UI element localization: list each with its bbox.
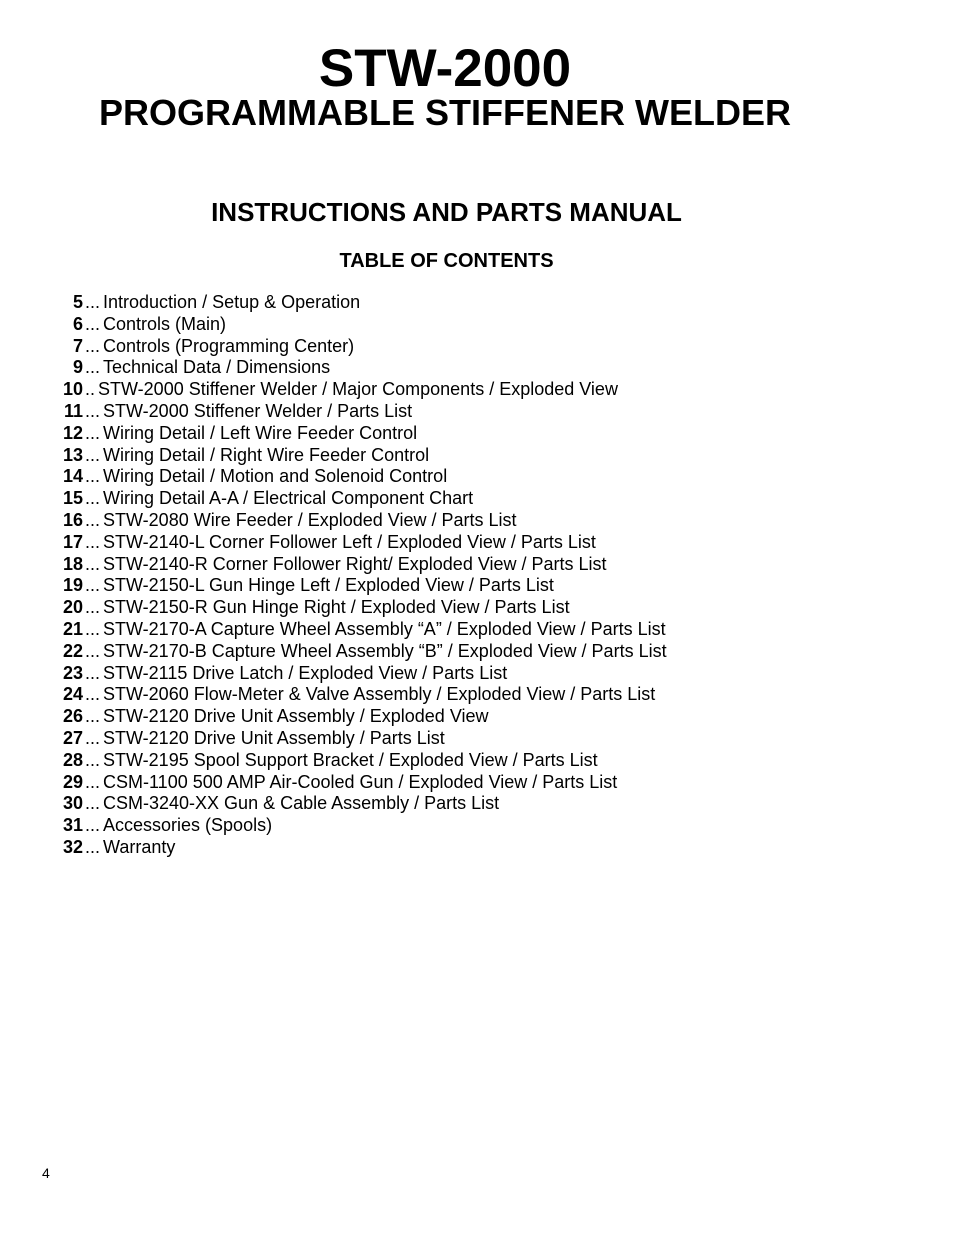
toc-entry-title: STW-2000 Stiffener Welder / Major Components / Exploded View	[98, 379, 618, 400]
toc-entry-leader-dots: ...	[85, 793, 101, 814]
toc-entry[interactable]	[40, 510, 900, 532]
toc-entry-title: STW-2000 Stiffener Welder / Parts List	[103, 400, 413, 421]
toc-entry-leader-dots: ...	[85, 706, 101, 727]
toc-entry-page-number: 30	[62, 793, 83, 814]
toc-entry-page-number: 27	[62, 727, 83, 748]
toc-entry[interactable]	[40, 488, 900, 510]
toc-entry-title: Technical Data / Dimensions	[103, 357, 331, 378]
product-name-title: PROGRAMMABLE STIFFENER WELDER	[99, 92, 791, 133]
model-title: STW-2000	[318, 39, 572, 98]
toc-entry-leader-dots: ...	[85, 466, 101, 487]
toc-entry-page-number: 26	[62, 706, 83, 727]
toc-entry[interactable]	[40, 554, 900, 576]
toc-entry-leader-dots: ...	[85, 771, 101, 792]
toc-entry-title: STW-2060 Flow-Meter & Valve Assembly / Exploded View / Parts List	[103, 684, 656, 705]
toc-entry-leader-dots: ...	[85, 727, 101, 748]
toc-entry[interactable]	[40, 314, 900, 336]
toc-entry[interactable]	[40, 793, 900, 815]
toc-entry-page-number: 13	[62, 444, 83, 465]
toc-entry-title: STW-2120 Drive Unit Assembly / Parts List	[103, 727, 445, 748]
toc-entry[interactable]	[40, 706, 900, 728]
toc-entry-leader-dots: ...	[85, 597, 101, 618]
toc-entry-title: Wiring Detail / Left Wire Feeder Control	[103, 422, 418, 443]
toc-entry-leader-dots: ...	[85, 488, 101, 509]
toc-entry-page-number: 19	[62, 575, 83, 596]
toc-entry-title: Wiring Detail A-A / Electrical Component Chart	[103, 488, 474, 509]
toc-entry-page-number: 20	[62, 597, 83, 618]
toc-entry[interactable]	[40, 357, 900, 379]
toc-entry-title: Wiring Detail / Motion and Solenoid Control	[103, 466, 448, 487]
toc-entry-title: STW-2195 Spool Support Bracket / Exploded View / Parts List	[103, 749, 598, 770]
toc-entry[interactable]	[40, 641, 900, 663]
toc-entry[interactable]	[40, 445, 900, 467]
toc-entry-page-number: 31	[62, 815, 83, 836]
toc-entry-title: CSM-3240-XX Gun & Cable Assembly / Parts List	[103, 793, 500, 814]
toc-entry-title: STW-2080 Wire Feeder / Exploded View / Parts List	[103, 509, 517, 530]
toc-entry[interactable]	[40, 423, 900, 445]
toc-entry-title: STW-2140-L Corner Follower Left / Exploded View / Parts List	[103, 531, 596, 552]
toc-entry-page-number: 10	[62, 379, 83, 400]
page-number: 4	[42, 1165, 50, 1181]
toc-entry[interactable]	[40, 815, 900, 837]
toc-entry[interactable]	[40, 401, 900, 423]
toc-entry-leader-dots: ...	[85, 640, 101, 661]
toc-entry-page-number: 12	[62, 422, 83, 443]
toc-entry-leader-dots: ...	[85, 444, 101, 465]
toc-entry[interactable]	[40, 619, 900, 641]
toc-entry-title: STW-2115 Drive Latch / Exploded View / Parts List	[103, 662, 508, 683]
toc-entry-page-number: 24	[62, 684, 83, 705]
toc-entry[interactable]	[40, 684, 900, 706]
toc-entry-page-number: 28	[62, 749, 83, 770]
toc-entry-leader-dots: ..	[85, 379, 96, 400]
manual-title: INSTRUCTIONS AND PARTS MANUAL	[211, 197, 682, 227]
toc-entry-page-number: 32	[62, 836, 83, 857]
toc-entry-page-number: 11	[63, 400, 83, 421]
toc-entry-title: STW-2170-B Capture Wheel Assembly “B” / Exploded View / Parts List	[103, 640, 667, 661]
toc-entry-leader-dots: ...	[85, 357, 101, 378]
toc-entry-leader-dots: ...	[85, 509, 101, 530]
toc-entry-page-number: 29	[62, 771, 83, 792]
toc-entry-title: Controls (Main)	[103, 313, 227, 334]
toc-entry-leader-dots: ...	[85, 422, 101, 443]
toc-entry-leader-dots: ...	[85, 313, 101, 334]
toc-heading: TABLE OF CONTENTS	[339, 250, 554, 272]
toc-entry-leader-dots: ...	[85, 618, 101, 639]
toc-entry-title: Controls (Programming Center)	[103, 335, 355, 356]
toc-entry-leader-dots: ...	[85, 815, 101, 836]
toc-entry-page-number: 16	[62, 509, 83, 530]
toc-entry[interactable]	[40, 292, 900, 314]
toc-entry-title: STW-2150-R Gun Hinge Right / Exploded View / Parts List	[103, 597, 570, 618]
toc-entry-leader-dots: ...	[85, 531, 101, 552]
toc-entry-page-number: 17	[62, 531, 83, 552]
toc-entry-page-number: 7	[72, 335, 83, 356]
toc-entry-page-number: 5	[72, 292, 83, 312]
toc-entry-page-number: 14	[62, 466, 83, 487]
toc-entry[interactable]	[40, 532, 900, 554]
toc-entry-leader-dots: ...	[85, 684, 101, 705]
toc-entry[interactable]	[40, 663, 900, 685]
toc-entry[interactable]	[40, 837, 900, 859]
toc-entry-leader-dots: ...	[85, 400, 101, 421]
toc-entry-leader-dots: ...	[85, 662, 101, 683]
toc-entry[interactable]	[40, 466, 900, 488]
toc-entry-title: STW-2120 Drive Unit Assembly / Exploded View	[103, 706, 489, 727]
toc-entry-leader-dots: ...	[85, 836, 101, 857]
toc-entry-title: Accessories (Spools)	[103, 815, 273, 836]
toc-entry-page-number: 21	[62, 618, 83, 639]
table-of-contents	[40, 292, 900, 859]
toc-entry-page-number: 15	[62, 488, 83, 509]
toc-entry-page-number: 23	[62, 662, 83, 683]
toc-entry-leader-dots: ...	[85, 575, 101, 596]
toc-entry-title: STW-2170-A Capture Wheel Assembly “A” / Exploded View / Parts List	[103, 618, 666, 639]
toc-entry-page-number: 18	[62, 553, 83, 574]
toc-entry-title: STW-2150-L Gun Hinge Left / Exploded View / Parts List	[103, 575, 554, 596]
toc-entry[interactable]	[40, 750, 900, 772]
toc-entry-title: CSM-1100 500 AMP Air-Cooled Gun / Exploded View / Parts List	[103, 771, 618, 792]
toc-entry[interactable]	[40, 336, 900, 358]
toc-entry-page-number: 6	[72, 313, 83, 334]
toc-entry-title: Wiring Detail / Right Wire Feeder Control	[103, 444, 430, 465]
toc-entry-title: Warranty	[103, 836, 176, 857]
toc-entry-leader-dots: ...	[85, 749, 101, 770]
toc-entry[interactable]	[40, 379, 900, 401]
toc-entry-leader-dots: ...	[85, 292, 101, 312]
toc-entry-title: Introduction / Setup & Operation	[103, 292, 361, 312]
toc-entry-page-number: 22	[62, 640, 83, 661]
toc-entry[interactable]	[40, 772, 900, 794]
toc-entry-leader-dots: ...	[85, 335, 101, 356]
toc-entry-title: STW-2140-R Corner Follower Right/ Exploded View / Parts List	[103, 553, 607, 574]
toc-entry[interactable]	[40, 728, 900, 750]
toc-entry[interactable]	[40, 575, 900, 597]
toc-entry-leader-dots: ...	[85, 553, 101, 574]
toc-entry[interactable]	[40, 597, 900, 619]
toc-entry-page-number: 9	[72, 357, 83, 378]
